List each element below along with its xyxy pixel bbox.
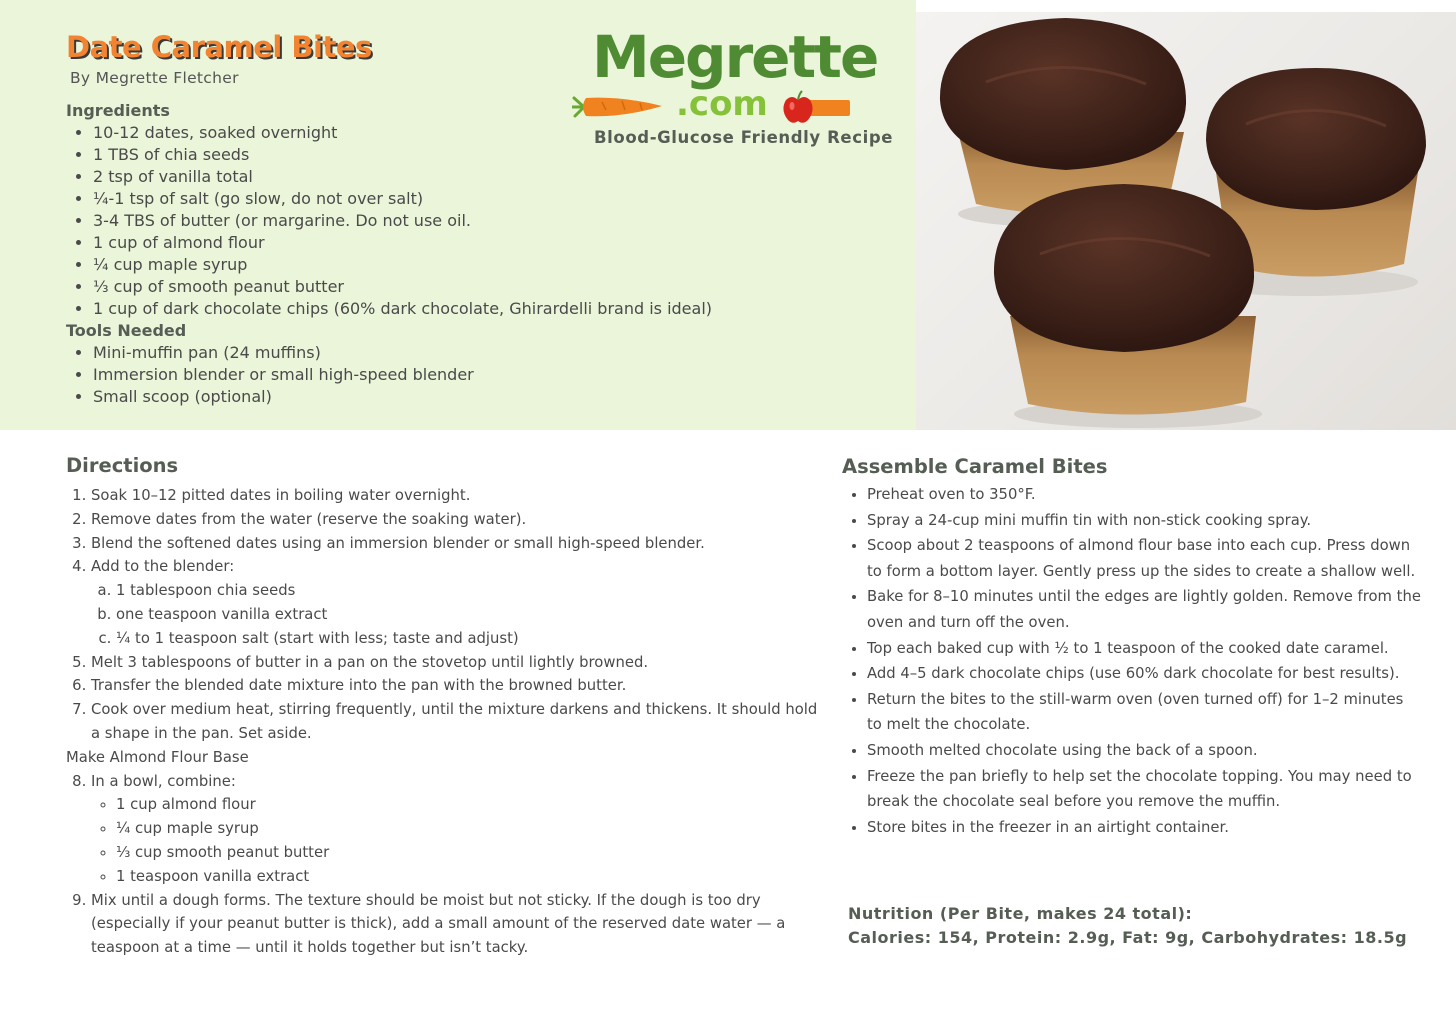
recipe-byline: By Megrette Fletcher xyxy=(70,69,239,87)
list-item: • 3-4 TBS of butter (or margarine. Do not use oil. xyxy=(93,210,712,232)
list-item: b. one teaspoon vanilla extract xyxy=(116,603,826,627)
nutrition-info xyxy=(848,902,1407,950)
logo-wordmark: Megrette xyxy=(592,23,878,91)
list-item: c. ¼ to 1 teaspoon salt (start with less; taste and adjust) xyxy=(116,627,826,651)
almond-base-list xyxy=(66,793,826,888)
list-item: • 1 cup of dark chocolate chips (60% dark chocolate, Ghirardelli brand is ideal) xyxy=(93,298,712,320)
list-item: ◦ ¼ cup maple syrup xyxy=(116,817,826,841)
list-item: • Smooth melted chocolate using the back of a spoon. xyxy=(867,738,1422,764)
list-item: • 10-12 dates, soaked overnight xyxy=(93,122,712,144)
list-item: • Preheat oven to 350°F. xyxy=(867,482,1422,508)
directions-heading: Directions xyxy=(66,454,179,477)
list-item: ◦ 1 teaspoon vanilla extract xyxy=(116,865,826,889)
list-item: • ⅓ cup of smooth peanut butter xyxy=(93,276,712,298)
list-item: • Immersion blender or small high-speed blender xyxy=(93,364,474,386)
nutrition-values: Calories: 154, Protein: 2.9g, Fat: 9g, Carbohydrates: 18.5g xyxy=(848,928,1408,947)
list-item: 5. Melt 3 tablespoons of butter in a pan on the stovetop until lightly browned. xyxy=(91,651,826,675)
list-item: 9. Mix until a dough forms. The texture should be moist but not sticky. If the dough is too dry (especially if your peanut butter is thick), add a small amount of the reserved date water — a teaspoon at a time — until it holds together but isn’t tacky. xyxy=(91,889,826,960)
blender-additions-list xyxy=(91,579,826,650)
nutrition-heading: Nutrition (Per Bite, makes 24 total): xyxy=(848,904,1193,923)
ingredients-heading: Ingredients xyxy=(66,101,170,120)
list-item: • Spray a 24-cup mini muffin tin with non-stick cooking spray. xyxy=(867,508,1422,534)
list-item xyxy=(91,770,826,889)
list-item: • Bake for 8–10 minutes until the edges are lightly golden. Remove from the oven and turn off the oven. xyxy=(867,584,1422,635)
list-item: • ¼-1 tsp of salt (go slow, do not over salt) xyxy=(93,188,712,210)
list-item: 6. Transfer the blended date mixture into the pan with the browned butter. xyxy=(91,674,826,698)
logo-domain: .com xyxy=(676,84,768,124)
tools-heading: Tools Needed xyxy=(66,321,187,340)
carrot-icon xyxy=(572,92,664,122)
list-item: 3. Blend the softened dates using an immersion blender or small high-speed blender. xyxy=(91,532,826,556)
muffin-illustration xyxy=(916,12,1456,430)
directions-list xyxy=(66,484,826,960)
list-item xyxy=(91,555,826,650)
list-item: • 2 tsp of vanilla total xyxy=(93,166,712,188)
list-item: • Add 4–5 dark chocolate chips (use 60% dark chocolate for best results). xyxy=(867,661,1422,687)
directions-section xyxy=(66,484,826,960)
assemble-heading: Assemble Caramel Bites xyxy=(842,455,1108,478)
list-item: • Return the bites to the still-warm oven (oven turned off) for 1–2 minutes to melt the chocolate. xyxy=(867,687,1422,738)
caramel-bites-photo xyxy=(916,12,1456,430)
step-text: Add to the blender: xyxy=(91,558,235,576)
list-item: ◦ 1 cup almond flour xyxy=(116,793,826,817)
list-item: • 1 TBS of chia seeds xyxy=(93,144,712,166)
megrette-logo xyxy=(570,20,894,155)
tools-list xyxy=(66,342,474,408)
logo-tagline: Blood-Glucose Friendly Recipe xyxy=(594,128,894,147)
list-item: • Mini-muffin pan (24 muffins) xyxy=(93,342,474,364)
list-item: • Scoop about 2 teaspoons of almond flour base into each cup. Press down to form a bottom layer. Gently press up the sides to create a shallow well. xyxy=(867,533,1422,584)
list-item: 2. Remove dates from the water (reserve the soaking water). xyxy=(91,508,826,532)
list-item: • 1 cup of almond flour xyxy=(93,232,712,254)
list-item: • Freeze the pan briefly to help set the chocolate topping. You may need to break the chocolate seal before you remove the muffin. xyxy=(867,764,1422,815)
step-text: In a bowl, combine: xyxy=(91,772,236,790)
apple-icon xyxy=(782,90,854,126)
almond-base-subheading: Make Almond Flour Base xyxy=(66,748,249,766)
list-item: a. 1 tablespoon chia seeds xyxy=(116,579,826,603)
list-item: 1. Soak 10–12 pitted dates in boiling water overnight. xyxy=(91,484,826,508)
list-item: • Top each baked cup with ½ to 1 teaspoon of the cooked date caramel. xyxy=(867,636,1422,662)
list-item: • ¼ cup maple syrup xyxy=(93,254,712,276)
list-item: • Store bites in the freezer in an airtight container. xyxy=(867,815,1422,841)
recipe-title: Date Caramel Bites xyxy=(66,30,372,64)
assemble-section xyxy=(842,482,1422,840)
assemble-list xyxy=(842,482,1422,840)
list-item: 7. Cook over medium heat, stirring frequently, until the mixture darkens and thickens. It should hold a shape in the pan. Set aside. xyxy=(91,698,826,746)
list-item: • Small scoop (optional) xyxy=(93,386,474,408)
list-item: ◦ ⅓ cup smooth peanut butter xyxy=(116,841,826,865)
